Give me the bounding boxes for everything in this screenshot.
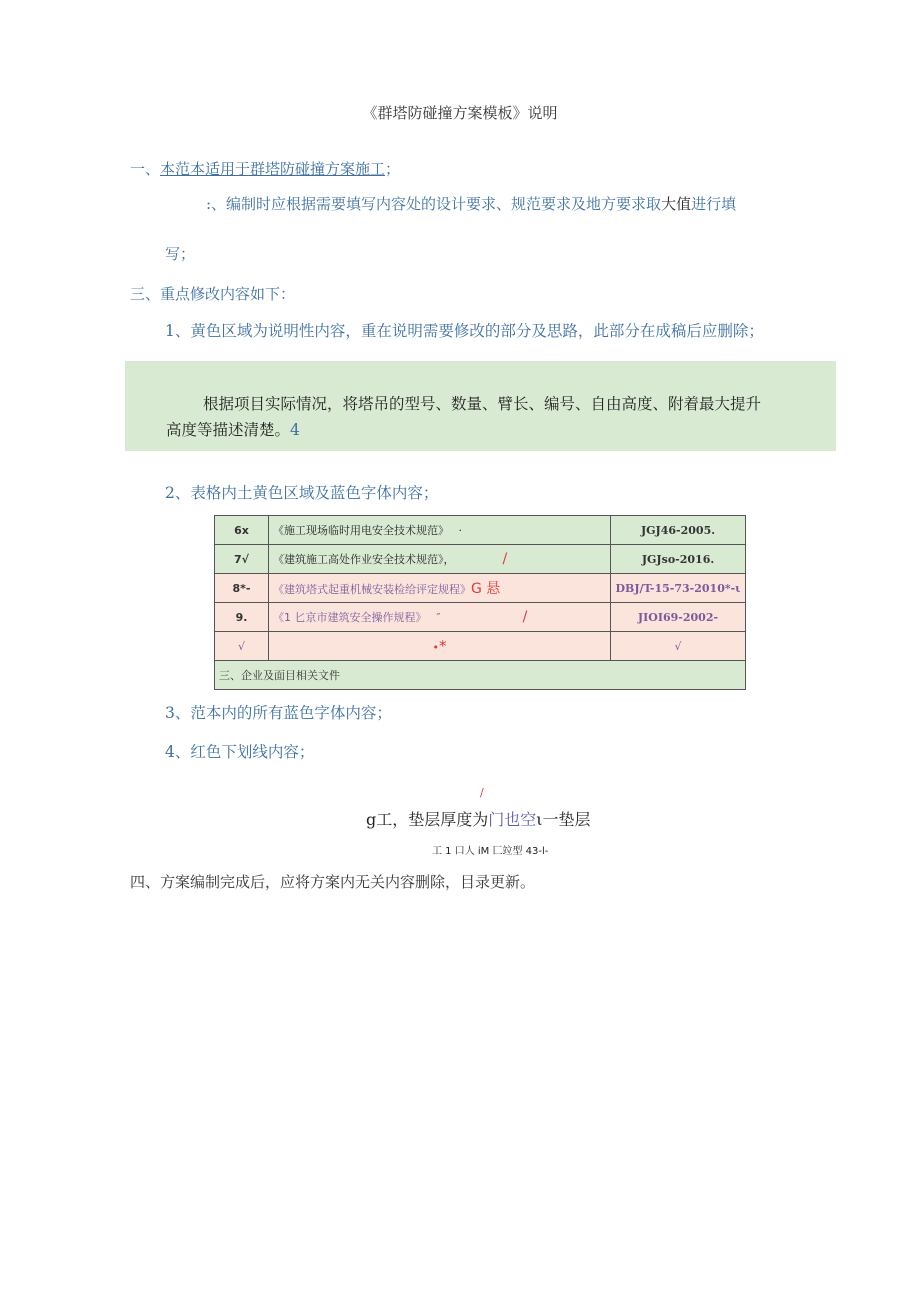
- table-row: [215, 516, 746, 545]
- standard-name-text: 《建筑塔式起重机械安装检给评定规程》: [273, 583, 471, 596]
- red-dot: •: [432, 641, 439, 654]
- item-four: 4、红色下划线内容；: [165, 743, 315, 761]
- section-two-line-1: [206, 193, 736, 214]
- item-three: 3、范本内的所有蓝色字体内容；: [165, 704, 392, 722]
- standard-name: [269, 603, 611, 632]
- red-mark: /: [522, 609, 528, 625]
- standard-code: √: [611, 632, 746, 661]
- red-mark: /: [502, 551, 508, 567]
- section-one-text: 本范本适用于群塔防碰撞方案施工: [160, 160, 386, 178]
- item-two: 2、表格内土黄色区域及蓝色字体内容；: [165, 484, 439, 502]
- table-footer: 三、企业及面目相关文件: [215, 661, 746, 690]
- example-suffix: ι一垫层: [536, 810, 591, 829]
- standard-code: JGJso-2016.: [611, 545, 746, 574]
- standard-name: [269, 632, 611, 661]
- example-highlight: 门也空: [488, 810, 537, 829]
- page-title: 《群塔防碰撞方案模板》说明: [362, 104, 558, 122]
- example-small-line: 工 1 口人 iM 匚竝型 43-l-: [432, 846, 549, 857]
- standard-name: [269, 516, 611, 545]
- section-two-line-2: 写；: [165, 245, 196, 263]
- standard-code: DBJ/T-15-73-2010*-ι: [611, 574, 746, 603]
- table-footer-row: [215, 661, 746, 690]
- standard-code: JIOI69-2002-: [611, 603, 746, 632]
- green-note-line-2: [166, 418, 300, 440]
- standard-name-text: 《建筑施工高处作业安全技术规范》，: [273, 553, 455, 566]
- standard-name-text: 《1 匕京市建筑安全操作规程》: [273, 611, 427, 624]
- row-number: √: [215, 632, 269, 661]
- standard-name: [269, 574, 611, 603]
- example-prefix: g工，垫层厚度为: [366, 810, 489, 829]
- green-note-mark: 4: [290, 421, 300, 439]
- row-number: 8*-: [215, 574, 269, 603]
- section-two-text-a: :、编制时应根据需要填写内容处的设计要求、规范要求及地方要求取: [206, 195, 662, 213]
- green-note-line-1: 根据项目实际情况，将塔吊的型号、数量、臂长、编号、自由高度、附着最大提升: [203, 395, 762, 413]
- row-number: 9.: [215, 603, 269, 632]
- section-two-text-b: 大值: [661, 195, 692, 213]
- section-one-suffix: ；: [385, 160, 401, 178]
- red-slash-mark: /: [480, 786, 484, 799]
- green-note-text: 高度等描述清楚。: [166, 421, 291, 439]
- table-row: [215, 545, 746, 574]
- table-row: [215, 632, 746, 661]
- section-three-heading: 三、重点修改内容如下：: [130, 285, 296, 303]
- standard-mark: ″: [436, 611, 441, 624]
- red-mark: G 悬: [471, 581, 501, 597]
- section-two-text-c: 进行填: [691, 195, 737, 213]
- table-row: [215, 603, 746, 632]
- row-number: 7√: [215, 545, 269, 574]
- row-number: 6x: [215, 516, 269, 545]
- red-mark: *: [439, 637, 447, 655]
- example-line: [366, 807, 591, 830]
- standard-name: [269, 545, 611, 574]
- standard-code: JGJ46-2005.: [611, 516, 746, 545]
- standard-mark: ·: [458, 524, 462, 537]
- item-one: 1、黄色区域为说明性内容，重在说明需要修改的部分及思路，此部分在成稿后应删除；: [165, 322, 764, 340]
- section-one: [130, 158, 400, 179]
- standard-name-text: 《施工现场临时用电安全技术规范》: [273, 524, 449, 537]
- table-row: [215, 574, 746, 603]
- section-four: 四、方案编制完成后，应将方案内无关内容删除，目录更新。: [130, 873, 536, 891]
- standards-table: [214, 515, 746, 690]
- section-one-prefix: 一、: [130, 160, 161, 178]
